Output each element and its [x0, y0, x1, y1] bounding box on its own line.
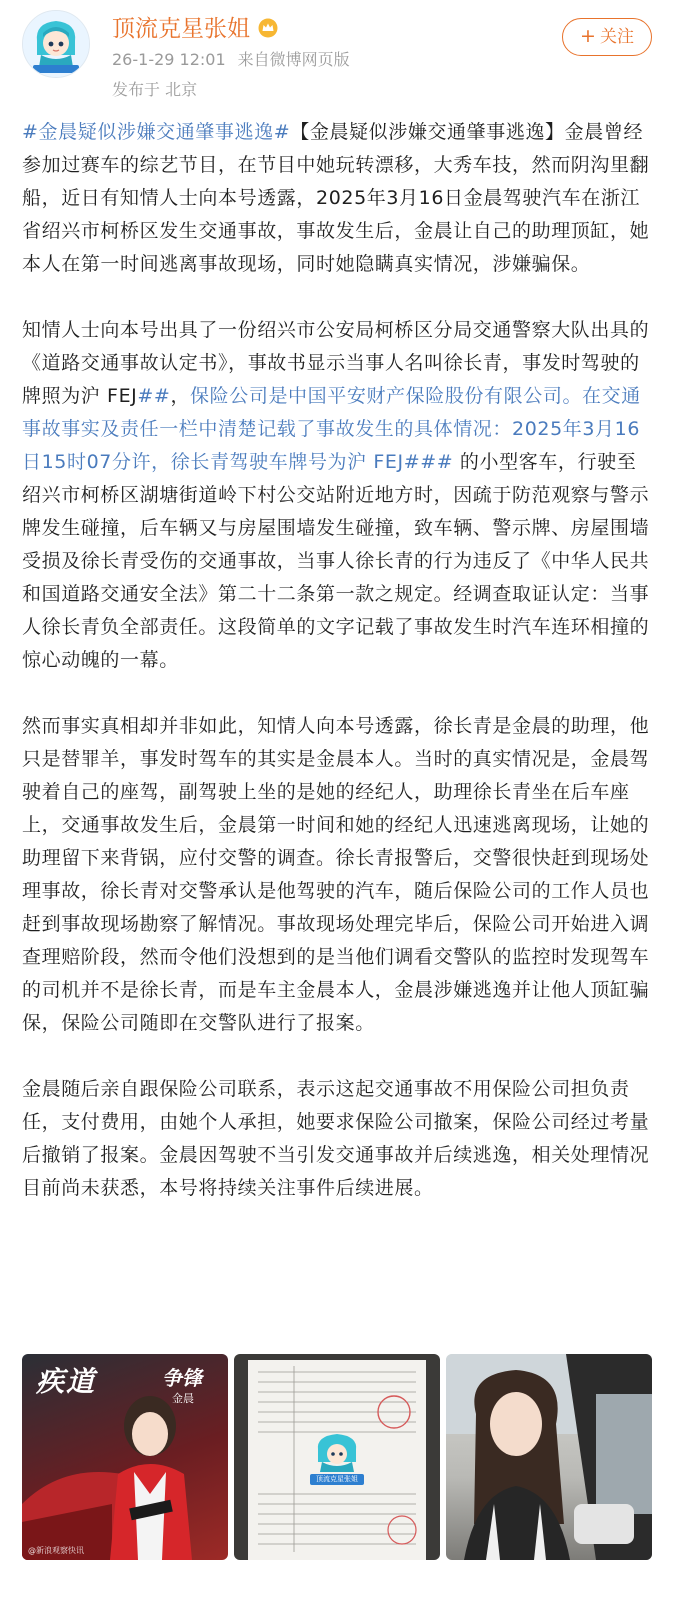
image-thumbnail-accident-document[interactable] — [234, 1354, 440, 1560]
username[interactable] — [112, 12, 278, 46]
paragraph-1 — [22, 116, 652, 281]
post-header — [0, 0, 690, 110]
username-text: 顶流克星张姐 — [112, 16, 250, 42]
follow-button[interactable] — [562, 18, 652, 56]
image-grid — [22, 1354, 652, 1560]
follow-label: 关注 — [599, 27, 634, 47]
paragraph-4: 金晨随后亲自跟保险公司联系，表示这起交通事故不用保险公司担负责任，支付费用，由她个人承担，她要求保险公司撤案，保险公司经过考量后撤销了报案。金晨因驾驶不当引发交通事故并后续逃逸，相关处理情况目前尚未获悉，本号将持续关注事件后续进展。 — [22, 1078, 650, 1199]
post-meta — [112, 48, 350, 72]
plus-icon: + — [580, 25, 596, 47]
paragraph-1-text: 【金晨疑似涉嫌交通肇事逃逸】金晨曾经参加过赛车的综艺节目，在节目中她玩转漂移，大秀车技，然而阴沟里翻船，近日有知情人士向本号透露，2025年3月16日金晨驾驶汽车在浙江省绍兴市柯桥区发生交通事故，事故发生后，金晨让自己的助理顶缸，她本人在第一时间逃离事故现场，同时她隐瞒真实情况，涉嫌骗保。 — [22, 121, 650, 275]
paragraph-2-text-a: 知情人士向本号出具了一份绍兴市公安局柯桥区分局交通警察大队出具的《道路交通事故认定书》，事故书显示当事人名叫徐长青，事发时驾驶的牌照为沪 FEJ — [22, 319, 650, 407]
post-timestamp: 26-1-29 12:01 — [112, 50, 226, 69]
crown-badge-icon — [258, 14, 278, 34]
poster-watermark: @新浪观察快讯 — [28, 1546, 84, 1555]
hash-link[interactable]: ## — [137, 385, 171, 407]
paragraph-2-text-c: 的小型客车，行驶至绍兴市柯桥区湖塘街道岭下村公交站附近地方时，因疏于防范观察与警示牌发生碰撞，后车辆又与房屋围墙发生碰撞，致车辆、警示牌、房屋围墙受损及徐长青受伤的交通事故，当事人徐长青的行为违反了《中华人民共和国道路交通安全法》第二十二条第一款之规定。经调查取证认定：当事人徐长青负全部责任。这段简单的文字记载了事故发生时汽车连环相撞的惊心动魄的一幕。 — [22, 451, 650, 671]
paragraph-2-highlight: 保险公司是中国平安财产保险股份有限公司。在交通事故事实及责任一栏中清楚记载了事故发生的具体情况：2025年3月16日15时07分许，徐长青驾驶车牌号为沪 FEJ### — [22, 385, 641, 473]
paragraph-2 — [22, 314, 652, 677]
avatar[interactable] — [22, 10, 90, 78]
paragraph-2-text-b: ， — [170, 385, 191, 407]
paragraph-3: 然而事实真相却并非如此，知情人向本号透露，徐长青是金晨的助理，他只是替罪羊，事发时驾车的其实是金晨本人。当时的真实情况是，金晨驾驶着自己的座驾，副驾驶上坐的是她的经纪人，助理徐长青坐在后车座上，交通事故发生后，金晨第一时间和她的经纪人迅速逃离现场，让她的助理留下来背锅，应付交警的调查。徐长青报警后，交警很快赶到现场处理事故，徐长青对交警承认是他驾驶的汽车，随后保险公司的工作人员也赶到事故现场勘察了解情况。事故现场处理完毕后，保险公司开始进入调查理赔阶段，然而令他们没想到的是当他们调看交警队的监控时发现驾车的司机并不是徐长青，而是车主金晨本人，金晨涉嫌逃逸并让他人顶缸骗保，保险公司随即在交警队进行了报案。 — [22, 715, 650, 1034]
document-stamp-label: 顶流克星张姐 — [316, 1475, 358, 1483]
post-body — [22, 116, 652, 1238]
topic-link[interactable]: #金晨疑似涉嫌交通肇事逃逸# — [22, 121, 291, 143]
post-location: 发布于 北京 — [112, 80, 198, 99]
avatar-character-icon — [23, 11, 89, 77]
poster-subtitle: 争锋 — [162, 1366, 202, 1390]
poster-name: 金晨 — [172, 1392, 194, 1405]
post-source: 来自微博网页版 — [237, 50, 350, 69]
image-thumbnail-driver-photo[interactable] — [446, 1354, 652, 1560]
driver-photo-illustration — [446, 1354, 652, 1560]
image-thumbnail-show-poster[interactable] — [22, 1354, 228, 1560]
document-illustration — [234, 1354, 440, 1560]
poster-title: 疾道 — [36, 1365, 97, 1398]
